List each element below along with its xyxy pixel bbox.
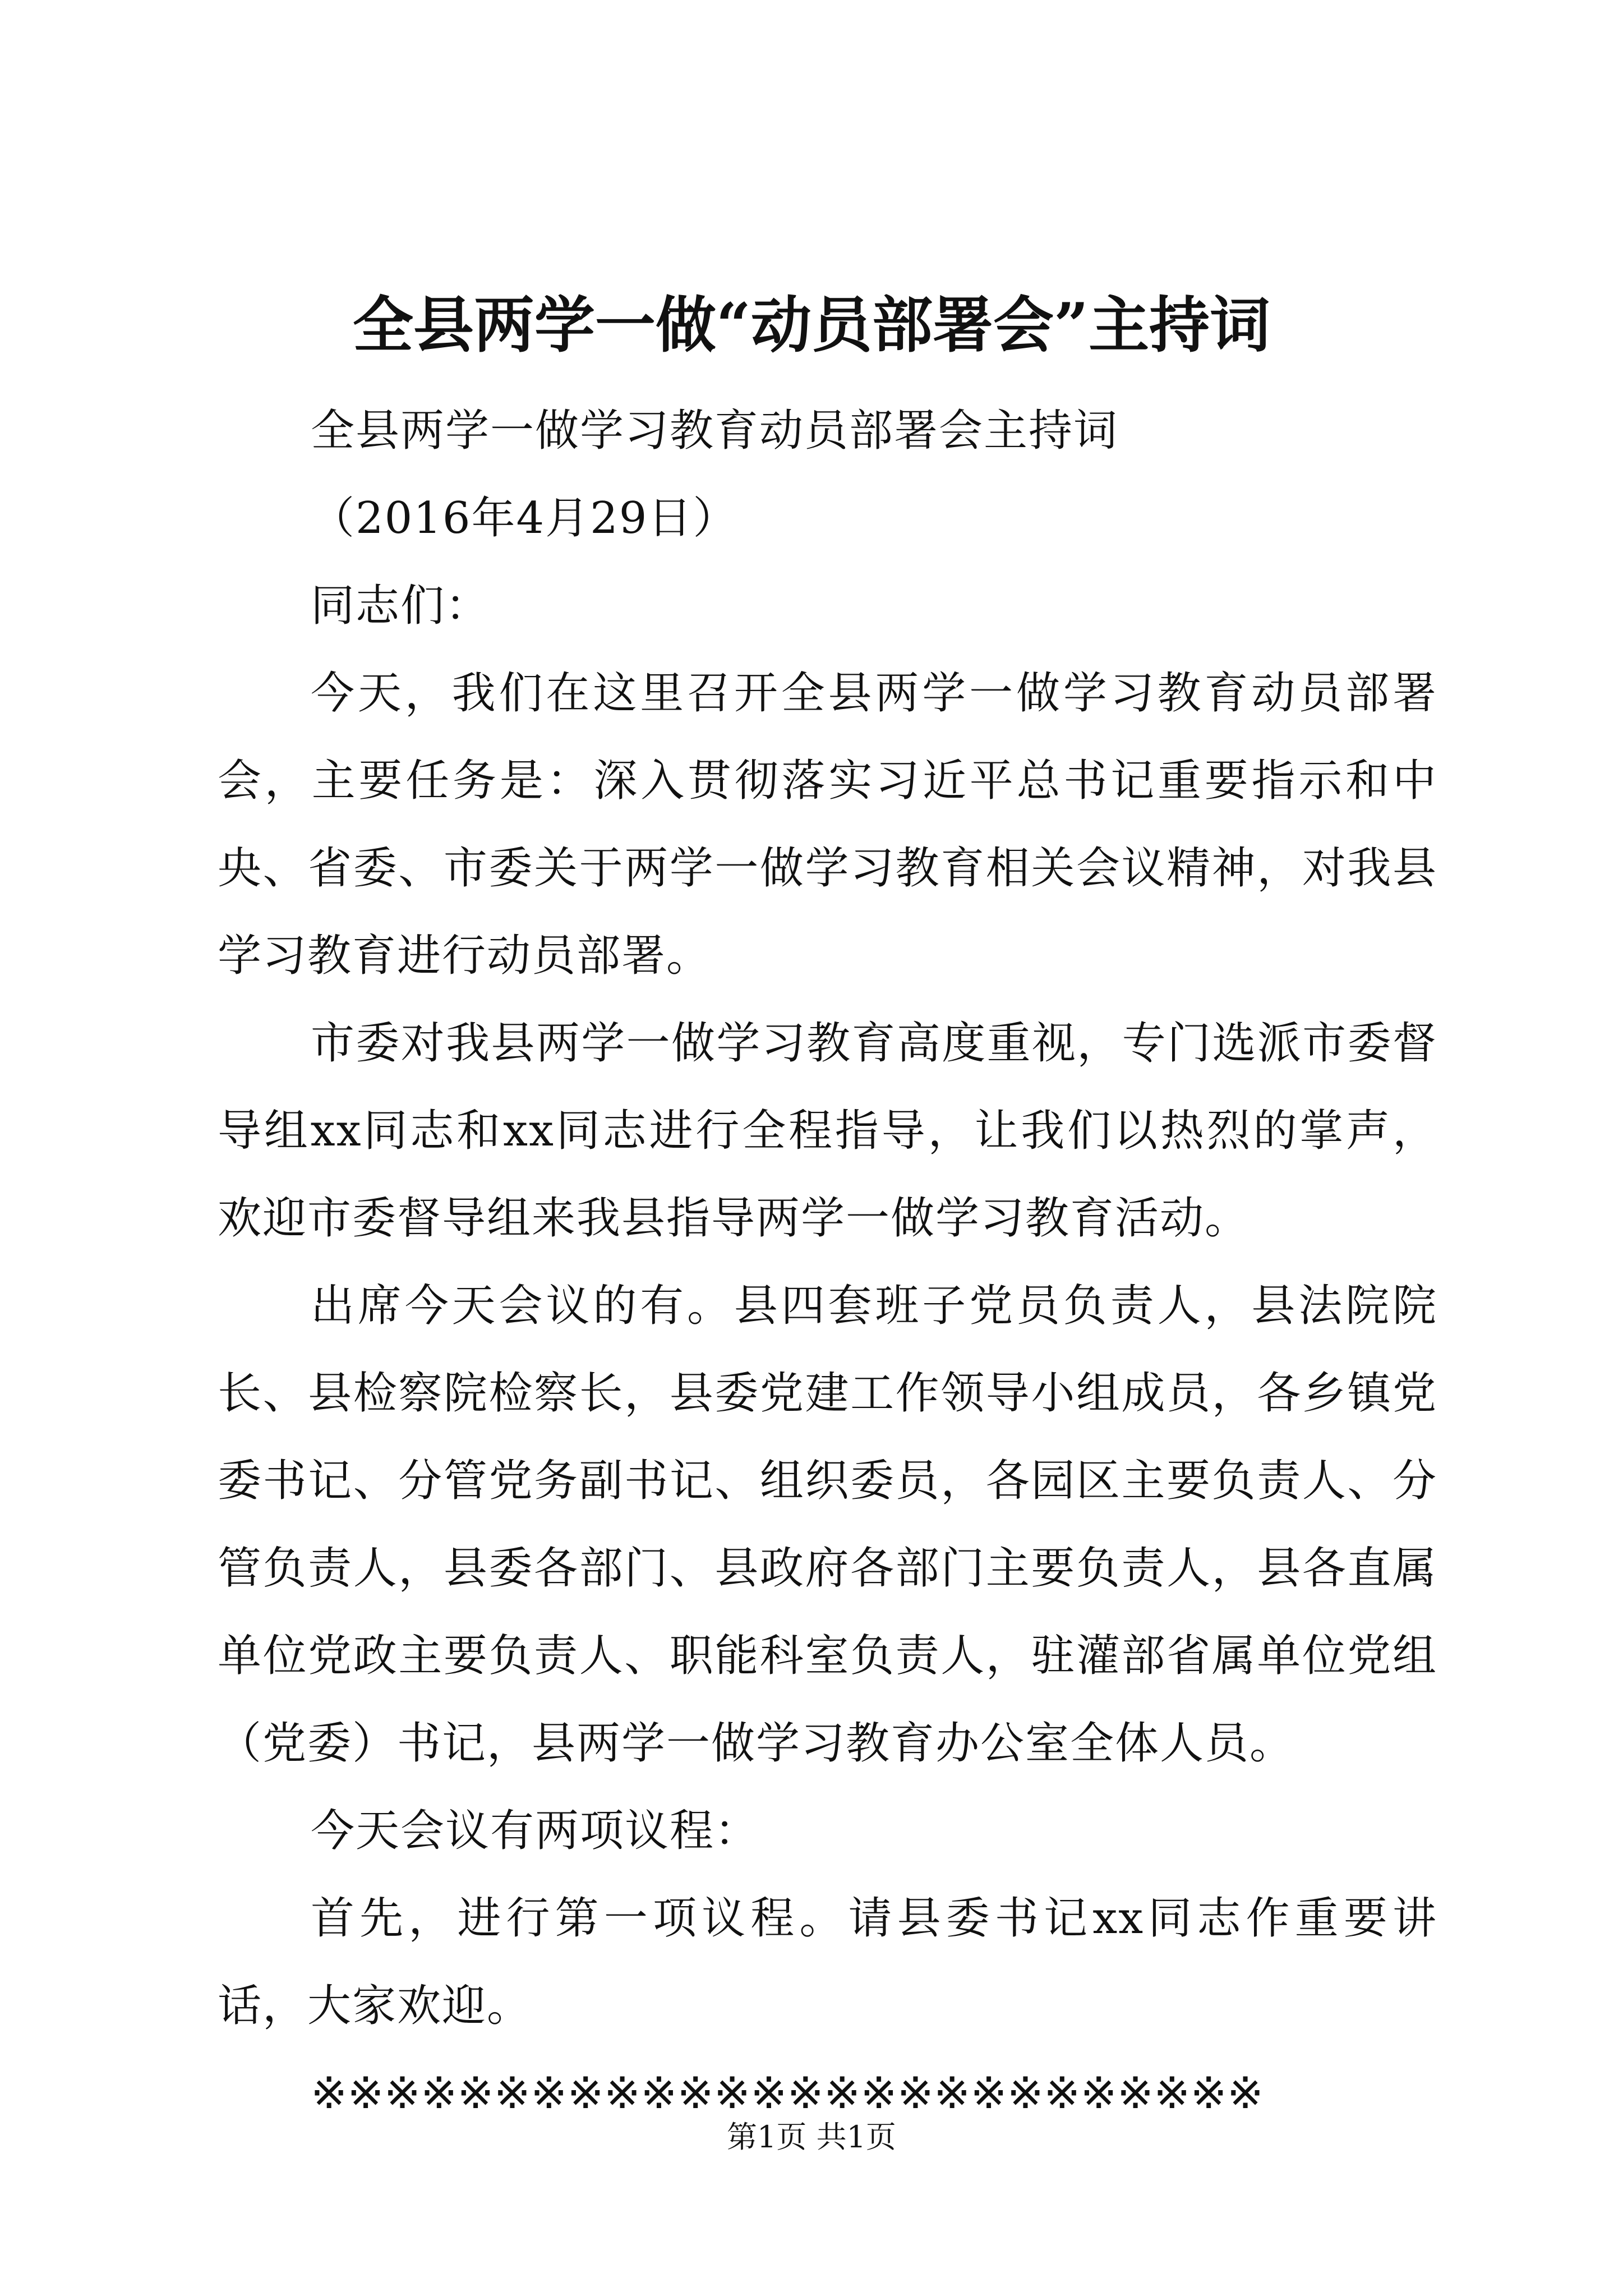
date-line: （2016年4月29日） [311, 493, 738, 544]
page-number-footer: 第1页 共1页 [727, 2119, 896, 2155]
paragraph-first-item: 首先，进行第一项议程。请县委书记xx同志作重要讲话，大家欢迎。 [218, 1893, 1437, 2031]
paragraph-welcome: 市委对我县两学一做学习教育高度重视，专门选派市委督导组xx同志和xx同志进行全程指导，让我们以热烈的掌声，欢迎市委督导组来我县指导两学一做学习教育活动。 [218, 1018, 1437, 1244]
paragraph-opening: 今天，我们在这里召开全县两学一做学习教育动员部署会，主要任务是：深入贯彻落实习近平总书记重要指示和中央、省委、市委关于两学一做学习教育相关会议精神，对我县学习教育进行动员部署。 [218, 668, 1437, 981]
paragraph-attendees: 出席今天会议的有。县四套班子党员负责人，县法院院长、县检察院检察长，县委党建工作领导小组成员，各乡镇党委书记、分管党务副书记、组织委员，各园区主要负责人、分管负责人，县委各部门、县政府各部门主要负责人，县各直属单位党政主要负责人、职能科室负责人，驻灌部省属单位党组（党委）书记，县两学一做学习教育办公室全体人员。 [218, 1281, 1437, 1769]
document-title: 全县两学一做“动员部署会”主持词 [352, 290, 1271, 361]
separator-line: ※※※※※※※※※※※※※※※※※※※※※※※※※※ [311, 2068, 1264, 2119]
paragraph-agenda: 今天会议有两项议程： [311, 1806, 760, 1856]
subtitle-line: 全县两学一做学习教育动员部署会主持词 [311, 406, 1119, 456]
document-body [218, 387, 1437, 2137]
salutation: 同志们： [311, 581, 491, 631]
